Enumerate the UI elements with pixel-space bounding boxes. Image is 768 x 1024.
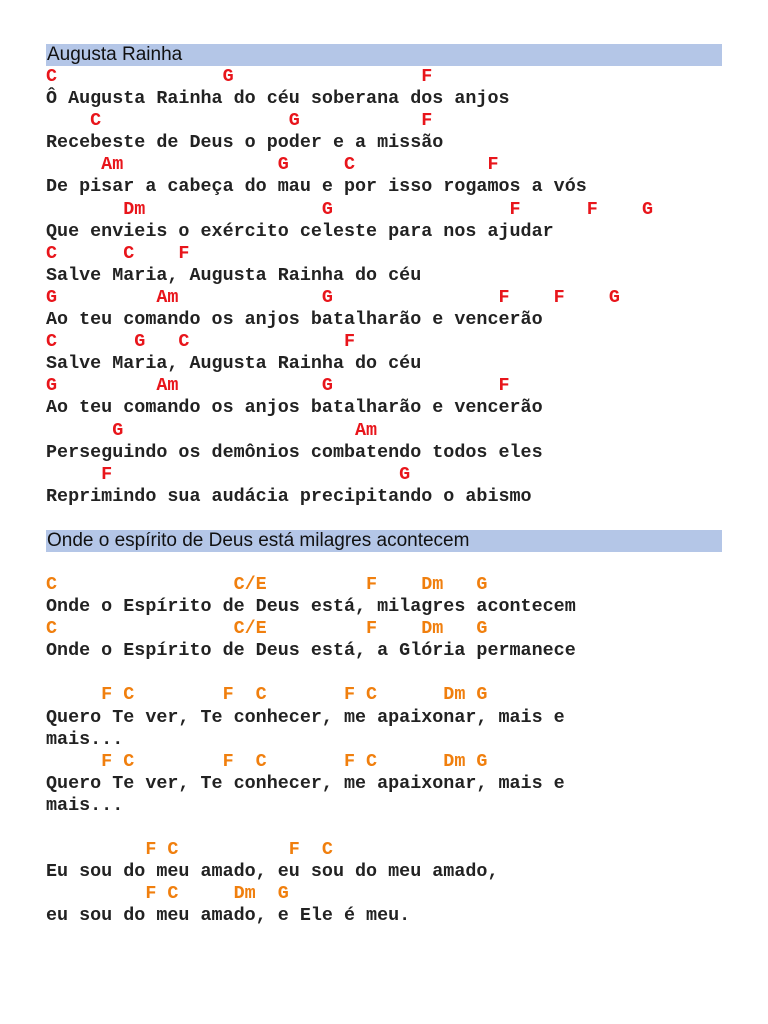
chord-line: F G (46, 463, 411, 485)
chord-line: F C F C F C Dm G (46, 750, 488, 772)
lyric-line: eu sou do meu amado, e Ele é meu. (46, 905, 411, 927)
chord-line: F C Dm G (46, 883, 289, 905)
lyric-line: Recebeste de Deus o poder e a missão (46, 132, 444, 154)
lyric-line: Eu sou do meu amado, eu sou do meu amado, (46, 861, 499, 883)
lyric-line: Ô Augusta Rainha do céu soberana dos anjos (46, 88, 510, 110)
chord-line: F C F C F C Dm G (46, 684, 488, 706)
lyric-line: Onde o Espírito de Deus está, milagres acontecem (46, 596, 576, 618)
lyric-line: Ao teu comando os anjos batalharão e vencerão (46, 309, 543, 331)
section-gap (46, 508, 722, 530)
chord-line: C C/E F Dm G (46, 618, 488, 640)
chord-line: C C/E F Dm G (46, 573, 488, 595)
lyric-line: Onde o Espírito de Deus está, a Glória permanece (46, 640, 576, 662)
song-title-onde-o-espirito: Onde o espírito de Deus está milagres acontecem (46, 530, 722, 552)
chord-line: C C F (46, 242, 190, 264)
blank-line (46, 817, 722, 839)
song-body-augusta-rainha (46, 66, 722, 508)
lyric-line: Quero Te ver, Te conhecer, me apaixonar, mais e (46, 706, 565, 728)
chord-line: G Am (46, 419, 378, 441)
lyric-line: Quero Te ver, Te conhecer, me apaixonar, mais e (46, 772, 565, 794)
lyric-line: Salve Maria, Augusta Rainha do céu (46, 264, 422, 286)
chord-line: G Am G F (46, 375, 510, 397)
lyric-line: Perseguindo os demônios combatendo todos eles (46, 441, 543, 463)
chord-line: F C F C (46, 839, 333, 861)
document-page (46, 44, 722, 927)
lyric-line: Reprimindo sua audácia precipitando o abismo (46, 485, 532, 507)
blank-line (46, 662, 722, 684)
chord-line: Am G C F (46, 154, 499, 176)
song-body-onde-o-espirito (46, 552, 722, 928)
lyric-line: Ao teu comando os anjos batalharão e vencerão (46, 397, 543, 419)
chord-line: C G F (46, 110, 433, 132)
lyric-line: Salve Maria, Augusta Rainha do céu (46, 353, 422, 375)
blank-line (46, 552, 722, 574)
chord-line: G Am G F F G (46, 286, 620, 308)
lyric-line: De pisar a cabeça do mau e por isso rogamos a vós (46, 176, 587, 198)
song-title-augusta-rainha: Augusta Rainha (46, 44, 722, 66)
lyric-line: mais... (46, 728, 124, 750)
chord-line: C G C F (46, 331, 356, 353)
lyric-line: Que envieis o exército celeste para nos ajudar (46, 220, 554, 242)
chord-line: Dm G F F G (46, 198, 653, 220)
chord-line: C G F (46, 66, 433, 87)
lyric-line: mais... (46, 794, 124, 816)
